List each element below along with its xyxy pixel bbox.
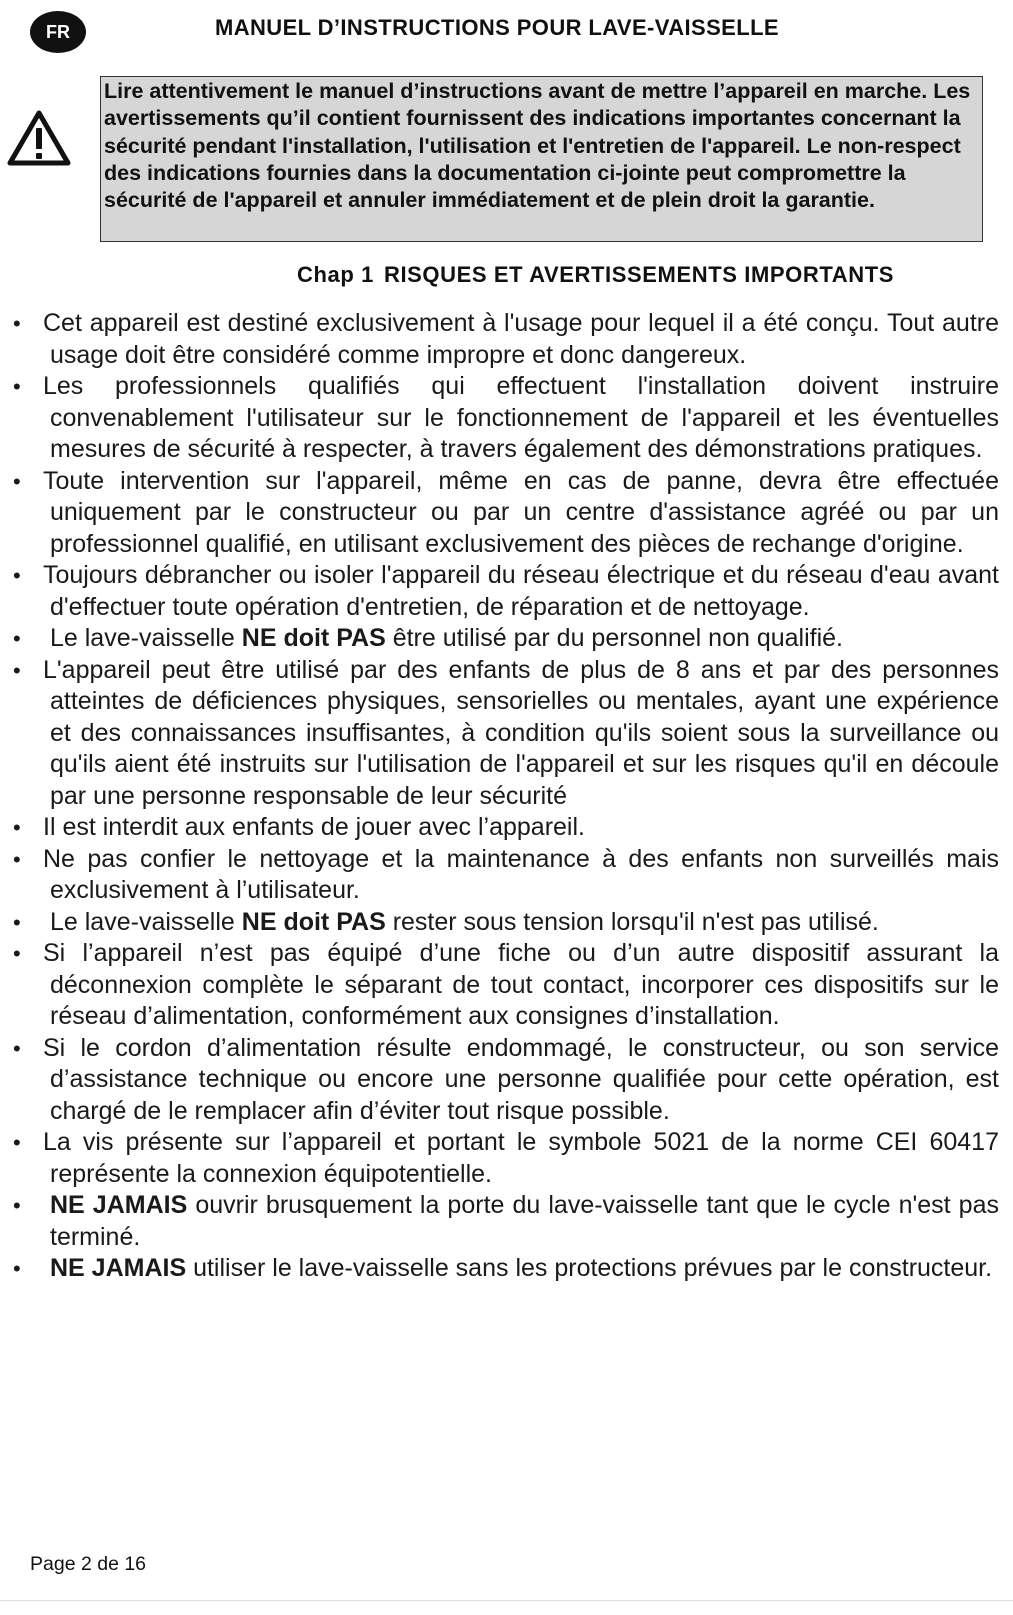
warning-item [0, 466, 1013, 561]
warning-text-post: utiliser le lave-vaisselle sans les protections prévues par le constructeur. [186, 1254, 993, 1282]
warning-item [0, 1253, 1013, 1285]
bullet-icon: • [13, 626, 21, 651]
warning-emphasis: NE doit PAS [241, 624, 386, 652]
warning-item [0, 371, 1013, 466]
document-title: MANUEL D’INSTRUCTIONS POUR LAVE-VAISSELLE [215, 15, 779, 40]
bullet-icon: • [13, 941, 21, 966]
warning-text-pre: Toute intervention sur l'appareil, même en cas de panne, devra être effectuée uniquement par le constructeur ou par un centre d'assistance agréé ou par un professionnel qualifié, en utilisant exclusivement des pièces de rechange d'origine. [43, 466, 999, 558]
page-number: Page 2 de 16 [30, 1553, 147, 1575]
warning-emphasis: NE JAMAIS [50, 1191, 188, 1219]
warning-text-pre: Toujours débrancher ou isoler l'appareil du réseau électrique et du réseau d'eau avant d'effectuer toute opération d'entretien, de réparation et de nettoyage. [43, 561, 999, 621]
warning-triangle-icon [7, 109, 71, 167]
chapter-number: Chap 1 [297, 262, 374, 287]
bullet-icon: • [13, 311, 21, 336]
bullet-icon: • [13, 657, 21, 683]
warning-text-pre: Ne pas confier le nettoyage et la maintenance à des enfants non surveillés mais exclusivement à l’utilisateur. [43, 844, 999, 904]
warning-item [0, 1127, 1013, 1190]
warning-text [43, 656, 999, 810]
chapter-title: RISQUES ET AVERTISSEMENTS IMPORTANTS [383, 262, 895, 287]
warning-item [0, 1033, 1013, 1128]
warning-item [0, 655, 1013, 813]
warning-text-pre: Si l’appareil n’est pas équipé d’une fiche ou d’un autre dispositif assurant la déconnexion complète le séparant de tout contact, incorporer ces dispositifs sur le réseau d’alimentation, conformément aux consignes d’installation. [43, 939, 999, 1030]
warning-text-post: ouvrir brusquement la porte du lave-vaisselle tant que le cycle n'est pas terminé. [50, 1191, 999, 1251]
bottom-divider [0, 1600, 1013, 1601]
bullet-icon: • [13, 1256, 21, 1281]
bullet-icon: • [13, 468, 21, 494]
bullet-icon: • [13, 815, 21, 840]
warning-item [0, 308, 1013, 371]
warning-text [50, 1254, 992, 1282]
language-badge-label: FR [46, 21, 70, 42]
warnings-list [0, 308, 1013, 1285]
warning-text-post: rester sous tension lorsqu'il n'est pas utilisé. [385, 907, 879, 936]
warning-text-pre: La vis présente sur l’appareil et portant le symbole 5021 de la norme CEI 60417 représente la connexion équipotentielle. [43, 1128, 999, 1188]
bullet-icon: • [13, 846, 21, 872]
warning-text-pre: Le lave-vaisselle [50, 907, 242, 936]
warning-text-pre: Si le cordon d’alimentation résulte endommagé, le constructeur, ou son service d’assistance technique ou encore une personne qualifiée pour cette opération, est chargé de le remplacer afin d’éviter tout risque possible. [43, 1033, 999, 1125]
bullet-icon: • [13, 563, 21, 588]
safety-warning-box: Lire attentivement le manuel d’instructions avant de mettre l’appareil en marche. Les avertissements qu’il contient fournissent des indications importantes concernant la sécurité pendant l'installation, l'utilisation et l'entretien de l'appareil. Le non-respect des indications fournies dans la documentation ci-jointe peut compromettre la sécurité de l'appareil et annuler immédiatement et de plein droit la garantie. [100, 76, 983, 242]
warning-text-post: être utilisé par du personnel non qualifié. [385, 624, 843, 652]
warning-item [0, 812, 1013, 844]
bullet-icon: • [13, 1193, 21, 1218]
bullet-icon: • [13, 1130, 21, 1155]
warning-text [50, 624, 843, 652]
chapter-heading [297, 262, 894, 288]
warning-text [43, 309, 999, 369]
warning-text [43, 372, 999, 463]
warning-item [0, 907, 1013, 939]
warning-text [50, 908, 879, 936]
warning-item [0, 1190, 1013, 1253]
warning-text-pre: Le lave-vaisselle [50, 624, 242, 652]
warning-text [43, 561, 999, 621]
warning-text [43, 845, 999, 905]
warning-text [43, 813, 585, 841]
warning-emphasis: NE doit PAS [241, 907, 386, 936]
warning-text-pre: Les professionnels qualifiés qui effectuent l'installation doivent instruire convenablement l'utilisateur sur le fonctionnement de l'appareil et les éventuelles mesures de sécurité à respecter, à travers également des démonstrations pratiques. [43, 372, 999, 463]
warning-item [0, 938, 1013, 1033]
bullet-icon: • [13, 1035, 21, 1061]
warning-text-pre: Il est interdit aux enfants de jouer avec l’appareil. [43, 813, 585, 841]
warning-item [0, 623, 1013, 655]
bullet-icon: • [13, 909, 21, 935]
warning-text [50, 1191, 999, 1251]
warning-text [43, 467, 999, 558]
warning-text-pre: Cet appareil est destiné exclusivement à l'usage pour lequel il a été conçu. Tout autre usage doit être considéré comme impropre et donc dangereux. [43, 309, 999, 369]
warning-item [0, 560, 1013, 623]
warning-item [0, 844, 1013, 907]
warning-text [43, 1034, 999, 1125]
warning-text [43, 939, 999, 1030]
language-badge [30, 11, 86, 53]
warning-text-pre: L'appareil peut être utilisé par des enfants de plus de 8 ans et par des personnes atteintes de déficiences physiques, sensorielles ou mentales, ayant une expérience et des connaissances insuffisantes, à condition qu'ils soient sous la surveillance ou qu'ils aient été instruits sur l'utilisation de l'appareil et sur les risques qu'il en découle par une personne responsable de leur sécurité [43, 655, 999, 810]
warning-text [43, 1128, 999, 1188]
bullet-icon: • [13, 374, 21, 399]
warning-emphasis: NE JAMAIS [50, 1254, 187, 1282]
